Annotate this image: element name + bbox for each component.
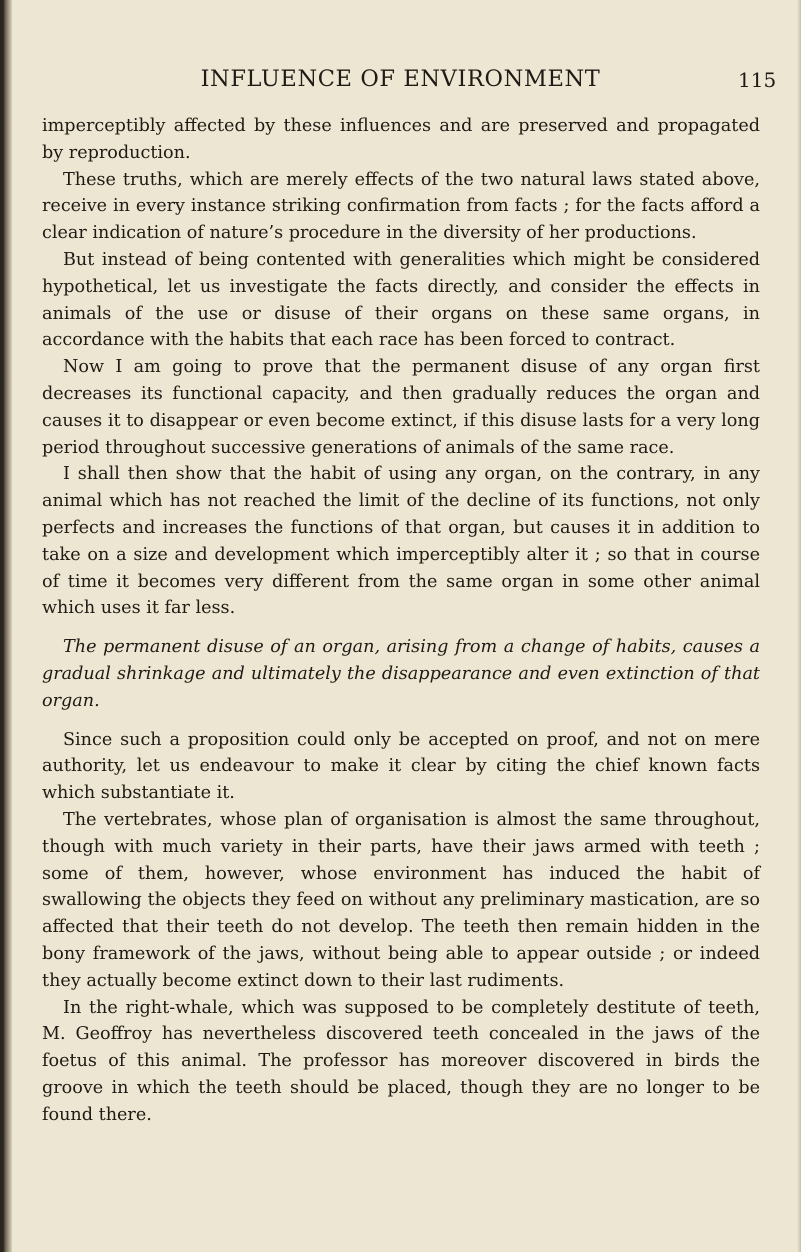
page-edge xyxy=(797,0,801,1252)
paragraph: In the right-whale, which was supposed to be completely destitute of teeth, M. Geoffroy has nevertheless discovered teeth concealed in the jaws of the foetus of this animal. The professor has moreover discovered in birds the groove in which the teeth should be placed, though they are no longer to be found there. xyxy=(42,997,760,1125)
binding-gutter xyxy=(0,0,12,1252)
running-title: INFLUENCE OF ENVIRONMENT xyxy=(200,66,601,92)
paragraph: Since such a proposition could only be accepted on proof, and not on mere authority, let us endeavour to make it clear by citing the chief known facts which substantiate it. xyxy=(42,729,760,804)
italic-proposition: The permanent disuse of an organ, arising from a change of habits, causes a gradual shrinkage and ultimately the disappearance and even extinction of that organ. xyxy=(42,637,760,711)
paragraph: These truths, which are merely effects of the two natural laws stated above, receive in every instance striking confirmation from facts ; for the facts afford a clear indication of nature’s procedure in the diversity of her productions. xyxy=(42,169,760,244)
paragraph: But instead of being contented with generalities which might be considered hypothetical, let us investigate the facts directly, and consider the effects in animals of the use or disuse of their organs on these same organs, in accordance with the habits that each race has been forced to contract. xyxy=(42,249,760,351)
paragraph: Now I am going to prove that the permanent disuse of any organ first decreases its functional capacity, and then gradually reduces the organ and causes it to disappear or even become extinct, if this disuse lasts for a very long period throughout successive generations of animals of the same race. xyxy=(42,357,760,458)
page-number: 115 xyxy=(738,68,777,92)
paragraph: imperceptibly affected by these influences and are preserved and propagated by reproduction. xyxy=(42,116,760,163)
body-text xyxy=(42,113,760,1128)
page-header xyxy=(0,66,801,96)
paragraph: The vertebrates, whose plan of organisation is almost the same throughout, though with much variety in their parts, have their jaws armed with teeth ; some of them, however, whose environment has induced the habit of swallowing the objects they feed on without any preliminary mastication, are so affected that their teeth do not develop. The teeth then remain hidden in the bony framework of the jaws, without being able to appear outside ; or indeed they actually become extinct down to their last rudiments. xyxy=(42,809,760,991)
paragraph: I shall then show that the habit of using any organ, on the contrary, in any animal which has not reached the limit of the decline of its functions, not only perfects and increases the functions of that organ, but causes it in addition to take on a size and development which imperceptibly alter it ; so that in course of time it becomes very different from the same organ in some other animal which uses it far less. xyxy=(42,464,760,619)
